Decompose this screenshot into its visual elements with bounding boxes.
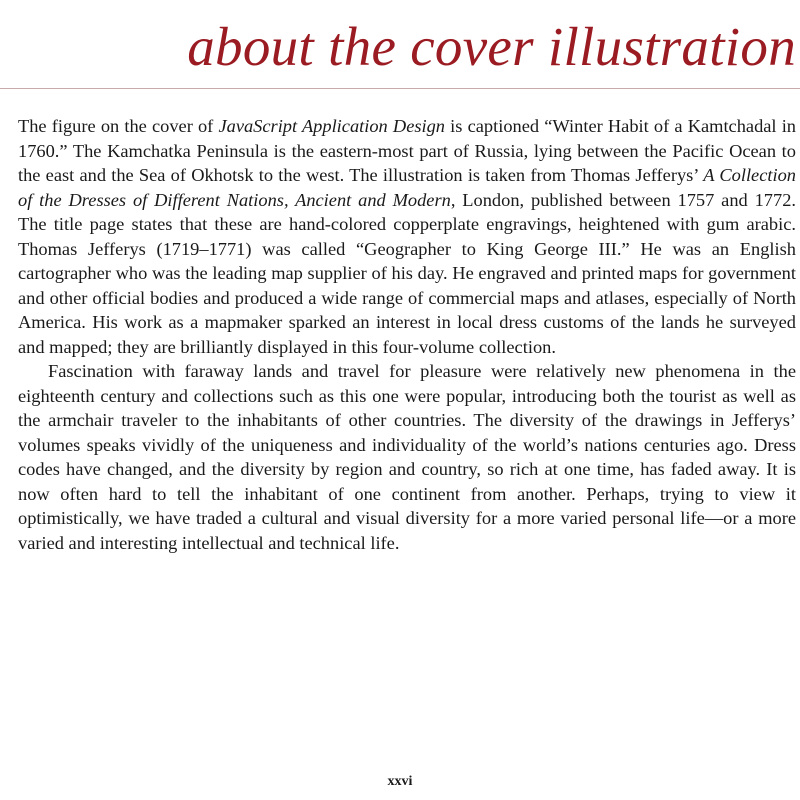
paragraph-1-end: , London, published between 1757 and 1772. The title page states that these are hand-colored copperplate engravings, heightened with gum arabic. Thomas Jefferys (1719–1771) was called “Geographer to King George III.” He was an English cartographer who was the leading map supplier of his day. He engraved and printed maps for government and other official bodies and produced a wide range of commercial maps and atlases, especially of North America. His work as a mapmaker sparked an interest in local dress customs of the lands he surveyed and mapped; they are brilliantly displayed in this four-volume collection. <box>18 189 796 357</box>
collection-title: A Collection of the Dresses of Different Nations, Ancient and Modern <box>18 165 796 210</box>
page-number: xxvi <box>387 774 413 789</box>
title-divider <box>0 88 800 89</box>
body-text <box>18 114 796 555</box>
book-title: JavaScript Application Design <box>218 116 446 136</box>
paragraph-2: Fascination with faraway lands and travel for pleasure were relatively new phenomena in the eighteenth century and collections such as this one were popular, introducing both the tourist as well as the armchair traveler to the inhabitants of other countries. The diversity of the drawings in Jefferys’ volumes speaks vividly of the uniqueness and individuality of the world’s nations centuries ago. Dress codes have changed, and the diversity by region and country, so rich at one time, has faded away. It is now often hard to tell the inhabitant of one continent from another. Perhaps, trying to view it optimistically, we have traded a cultural and visual diversity for a more varied personal life—or a more varied and interesting intellectual and technical life. <box>18 361 796 553</box>
paragraph-1-intro: The figure on the cover of <box>18 116 219 136</box>
paragraph-1-middle: is captioned “Winter Habit of a Kamtchadal in 1760.” The Kamchatka Peninsula is the eastern-most part of Russia, lying between the Pacific Ocean to the east and the Sea of Okhotsk to the west. The illustration is taken from Thomas Jefferys’ <box>18 116 797 185</box>
paragraph-1 <box>18 114 796 359</box>
page-title: about the cover illustration <box>187 16 796 77</box>
